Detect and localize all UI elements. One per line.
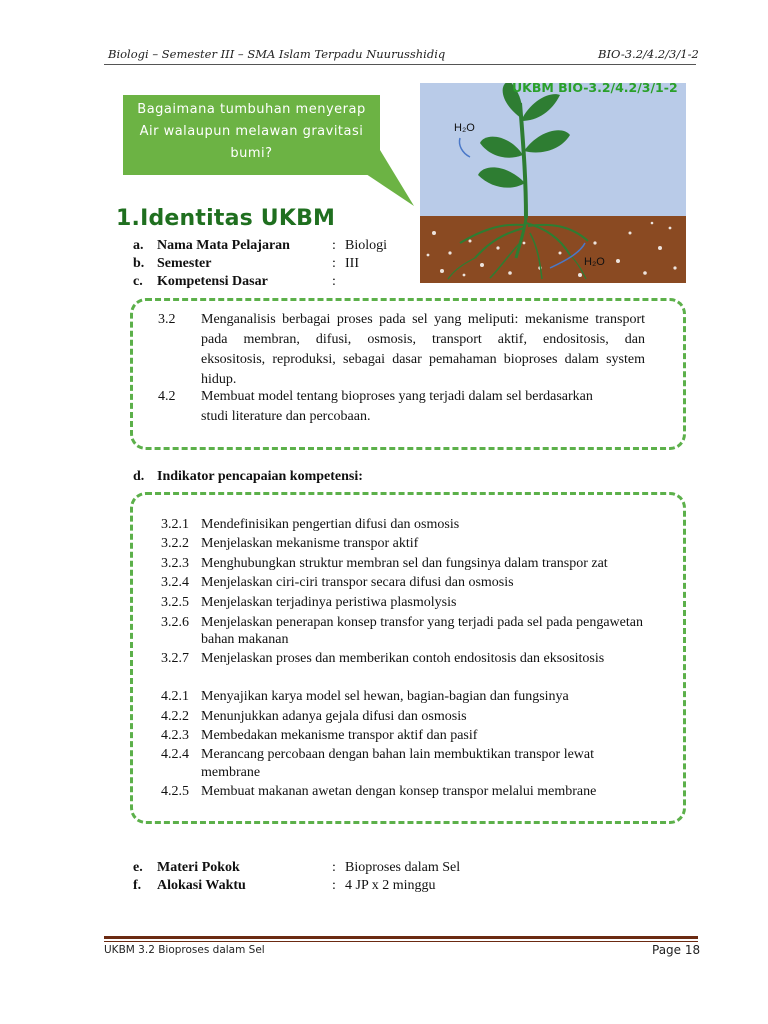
indicator-number: 3.2.6 [161, 615, 189, 630]
h2o-top-label: H₂O [454, 122, 475, 134]
indicator-text: Menghubungkan struktur membran sel dan fungsinya dalam transpor zat [201, 556, 608, 571]
indicator-text: Menjelaskan penerapan konsep transfor yang terjadi pada sel pada pengawetan [201, 615, 643, 630]
indicator-number: 3.2.1 [161, 517, 189, 532]
identity-row-letter: a. [133, 238, 144, 253]
alokasi-value: 4 JP x 2 minggu [345, 878, 436, 893]
indicator-number: 4.2.2 [161, 709, 189, 724]
kd-number: 3.2 [158, 312, 176, 327]
h2o-bottom-label: H₂O [584, 256, 605, 268]
callout-line-3: bumi? [230, 146, 273, 161]
plant-illustration [420, 83, 686, 283]
identity-row-label: Nama Mata Pelajaran [157, 238, 290, 253]
indicator-text: Menjelaskan ciri-ciri transpor secara difusi dan osmosis [201, 575, 514, 590]
indicator-number: 4.2.3 [161, 728, 189, 743]
indicator-text: Menjelaskan proses dan memberikan contoh endositosis dan eksositosis [201, 651, 605, 666]
indicator-number: 3.2.2 [161, 536, 189, 551]
kd-line: pada membran, difusi, osmosis, transport aktif, endositosis, dan [201, 332, 645, 347]
section-title-text: Identitas UKBM [140, 206, 336, 231]
section-number: 1. [116, 206, 141, 231]
materi-letter: e. [133, 860, 143, 875]
kd-line: Membuat model tentang bioproses yang terjadi dalam sel berdasarkan [201, 389, 593, 404]
indicator-text: Membedakan mekanisme transpor aktif dan pasif [201, 728, 478, 743]
kd-line: eksositosis, reproduksi, sebagai dasar pemahaman bioproses dalam system [201, 352, 645, 367]
alokasi-sep: : [332, 878, 336, 893]
indicator-text: Menyajikan karya model sel hewan, bagian-bagian dan fungsinya [201, 689, 569, 704]
materi-value: Bioproses dalam Sel [345, 860, 461, 875]
indicator-text: Menjelaskan mekanisme transpor aktif [201, 536, 419, 551]
indicator-number: 4.2.1 [161, 689, 189, 704]
identity-row-sep: : [332, 238, 336, 253]
indikator-letter: d. [133, 469, 145, 484]
identity-row-label: Semester [157, 256, 212, 271]
identity-row-letter: c. [133, 274, 143, 289]
kd-text [201, 387, 645, 427]
callout-line-2: Air walaupun melawan gravitasi [139, 124, 364, 139]
indicator-text: Menunjukkan adanya gejala difusi dan osmosis [201, 709, 467, 724]
footer-divider-thin [104, 941, 698, 942]
indicator-text: Menjelaskan terjadinya peristiwa plasmolysis [201, 595, 457, 610]
materi-sep: : [332, 860, 336, 875]
alokasi-label: Alokasi Waktu [157, 878, 246, 893]
materi-label: Materi Pokok [157, 860, 240, 875]
kd-number: 4.2 [158, 389, 176, 404]
indicator-number: 4.2.4 [161, 747, 189, 762]
kd-line: hidup. [201, 372, 237, 387]
kd-line: Menganalisis berbagai proses pada sel yang meliputi: mekanisme transport [201, 312, 645, 327]
header-divider [104, 64, 696, 65]
footer-left: UKBM 3.2 Bioproses dalam Sel [104, 944, 265, 956]
identity-row-label: Kompetensi Dasar [157, 274, 268, 289]
ukbm-code: UKBM BIO-3.2/4.2/3/1-2 [512, 80, 678, 95]
header-right: BIO-3.2/4.2/3/1-2 [598, 47, 699, 61]
indicator-number: 3.2.4 [161, 575, 189, 590]
indicator-text: Membuat makanan awetan dengan konsep transpor melalui membrane [201, 784, 597, 799]
indicator-text-continued: membrane [201, 765, 261, 780]
kd-text [201, 310, 645, 390]
indicator-number: 3.2.5 [161, 595, 189, 610]
identity-row-sep: : [332, 256, 336, 271]
question-callout [123, 95, 380, 175]
header-left: Biologi – Semester III – SMA Islam Terpadu Nuurusshidiq [108, 47, 446, 61]
identity-row-sep: : [332, 274, 336, 289]
footer-divider-thick [104, 936, 698, 939]
indicator-number: 3.2.7 [161, 651, 189, 666]
indicator-text: Mendefinisikan pengertian difusi dan osmosis [201, 517, 460, 532]
indicator-number: 4.2.5 [161, 784, 189, 799]
identity-row-value: Biologi [345, 238, 388, 253]
indicator-number: 3.2.3 [161, 556, 189, 571]
kd-line: studi literature dan percobaan. [201, 409, 371, 424]
section-title [116, 206, 335, 231]
identity-row-letter: b. [133, 256, 145, 271]
callout-line-1: Bagaimana tumbuhan menyerap [137, 102, 366, 117]
indicator-text-continued: bahan makanan [201, 632, 289, 647]
indikator-heading: Indikator pencapaian kompetensi: [157, 469, 363, 484]
alokasi-letter: f. [133, 878, 142, 893]
identity-row-value: III [345, 256, 359, 271]
indicator-text: Merancang percobaan dengan bahan lain membuktikan transpor lewat [201, 747, 595, 762]
page-number: Page 18 [652, 943, 701, 957]
